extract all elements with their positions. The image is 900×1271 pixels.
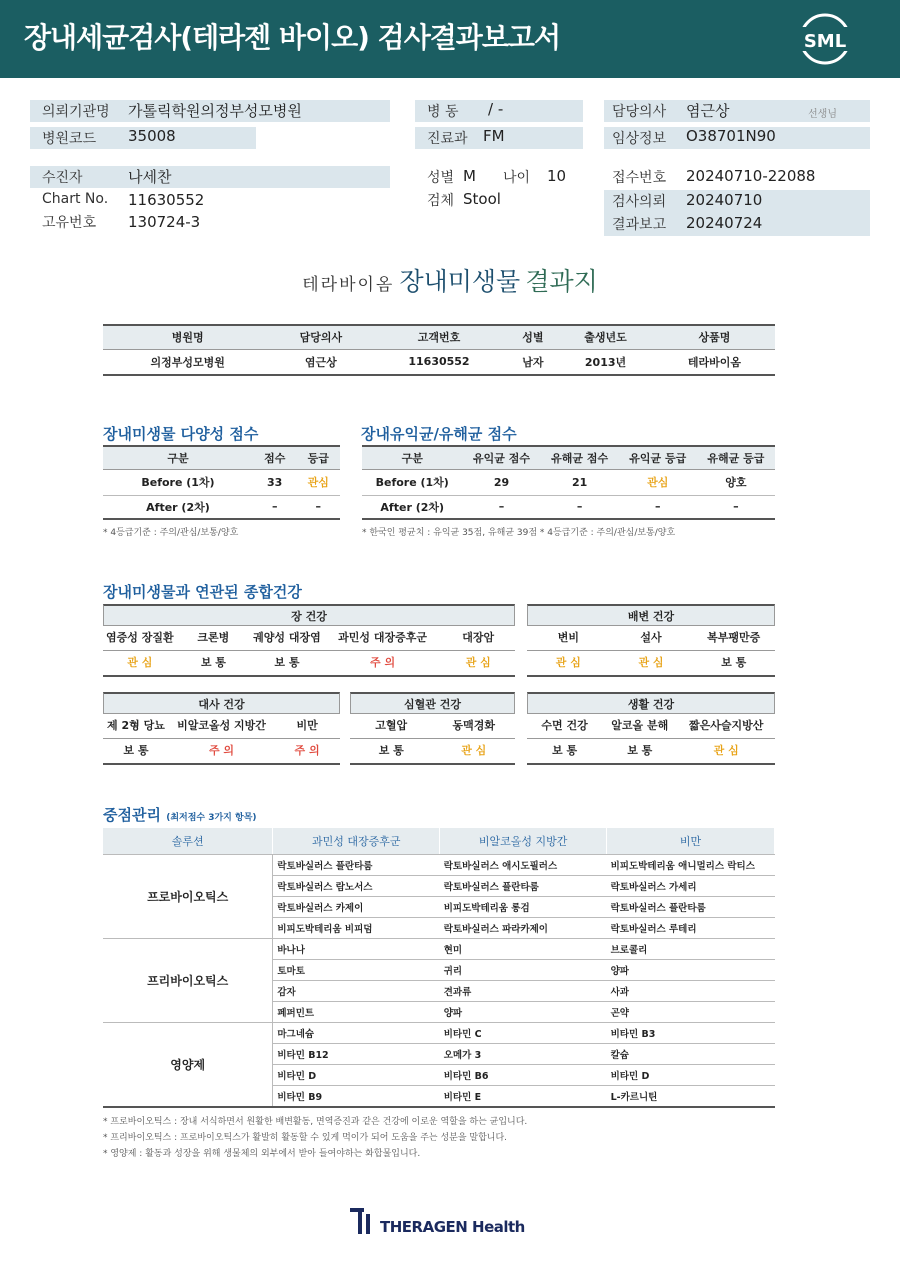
health-item: 과민성 대장증후군 xyxy=(338,631,428,644)
patient-summary-table xyxy=(103,324,775,376)
health-item: 비알코올성 지방간 xyxy=(177,719,266,732)
table-cell: 비타민 C xyxy=(440,1023,607,1044)
table-cell: – xyxy=(271,500,278,514)
life-health-group xyxy=(527,692,775,765)
dept-value: FM xyxy=(483,127,505,145)
health-title: 장내미생물과 연관된 종합건강 xyxy=(103,583,302,601)
table-cell: 락토바실러스 파라카제이 xyxy=(440,918,607,939)
table-cell: 락토바실러스 플란타룸 xyxy=(273,855,440,876)
health-item: 동맥경화 xyxy=(452,719,495,732)
health-value: 보 통 xyxy=(721,656,747,669)
health-value: 관 심 xyxy=(713,744,739,757)
table-cell: 남자 xyxy=(522,355,544,369)
focus-title-text: 중점관리 xyxy=(103,806,161,824)
health-value: 관 심 xyxy=(127,656,153,669)
health-item: 비만 xyxy=(296,719,318,732)
health-value: 관 심 xyxy=(465,656,491,669)
sex-value: M xyxy=(463,167,476,185)
health-item: 설사 xyxy=(640,631,662,644)
col-header: 구분 xyxy=(103,446,253,469)
col-header: 솔루션 xyxy=(103,828,273,855)
health-item: 크론병 xyxy=(197,631,230,644)
table-cell: 테라바이옴 xyxy=(687,355,742,369)
table-cell: 관심 xyxy=(647,476,669,489)
table-cell: 사과 xyxy=(607,981,775,1002)
table-cell: 락토바실러스 루테리 xyxy=(607,918,775,939)
table-cell: 의정부성모병원 xyxy=(150,355,225,369)
result-title-main2: 결과지 xyxy=(525,267,598,296)
age-value: 10 xyxy=(547,167,567,185)
clinical-label: 임상정보 xyxy=(612,131,667,147)
health-item: 변비 xyxy=(557,631,579,644)
table-cell: After (2차) xyxy=(380,500,445,514)
table-cell: 비타민 B6 xyxy=(440,1065,607,1086)
solution-category: 프리바이오틱스 xyxy=(103,939,273,1023)
bowel-health-title: 배변 건강 xyxy=(527,604,775,626)
sml-logo-text: SML xyxy=(803,31,847,52)
health-value: 관 심 xyxy=(638,656,664,669)
ward-label: 병 동 xyxy=(427,104,459,120)
institution-value: 가톨릭학원의정부성모병원 xyxy=(128,102,302,120)
table-cell: 귀리 xyxy=(440,960,607,981)
report-label: 결과보고 xyxy=(612,217,667,233)
table-cell: 페퍼민트 xyxy=(273,1002,440,1023)
table-cell: 33 xyxy=(267,475,283,489)
col-header: 병원명 xyxy=(103,325,272,349)
solution-category: 영양제 xyxy=(103,1023,273,1107)
age-label: 나이 xyxy=(503,170,531,186)
gut-health-title: 장 건강 xyxy=(103,604,515,626)
bowel-health-group xyxy=(527,604,775,677)
health-value: 주 의 xyxy=(294,744,320,757)
table-cell: – xyxy=(733,500,739,514)
table-cell: 양호 xyxy=(725,476,747,489)
table-cell: 락토바실러스 플란타룸 xyxy=(440,876,607,897)
col-header: 상품명 xyxy=(654,325,775,349)
table-cell: 오메가 3 xyxy=(440,1044,607,1065)
table-cell: 락토바실러스 카제이 xyxy=(273,897,440,918)
unique-label: 고유번호 xyxy=(42,215,97,231)
patient-value: 나세찬 xyxy=(128,168,172,186)
table-cell: – xyxy=(655,500,661,514)
health-value: 주 의 xyxy=(370,656,396,669)
request-label: 검사의뢰 xyxy=(612,194,667,210)
col-header: 과민성 대장증후군 xyxy=(273,828,440,855)
specimen-label: 검체 xyxy=(427,193,455,209)
request-value: 20240710 xyxy=(686,191,763,209)
col-header: 유익균 등급 xyxy=(619,446,697,469)
clinical-value: O38701N90 xyxy=(686,127,776,145)
focus-title xyxy=(103,804,257,825)
focus-note: * 프리바이오틱스 : 프로바이오틱스가 활발히 활동할 수 있게 먹이가 되어 도움을 주는 성분을 말합니다. xyxy=(103,1133,508,1143)
health-value: 보 통 xyxy=(274,656,300,669)
table-cell: 비타민 B3 xyxy=(607,1023,775,1044)
dept-label: 진료과 xyxy=(427,131,468,147)
table-cell: 마그네슘 xyxy=(273,1023,440,1044)
report-header xyxy=(0,0,900,78)
sex-label: 성별 xyxy=(427,170,455,186)
receipt-value: 20240710-22088 xyxy=(686,167,816,185)
cardio-health-title: 심혈관 건강 xyxy=(350,692,515,714)
table-cell: 락토바실러스 플란타룸 xyxy=(607,897,775,918)
table-cell: 비피도박테리움 비피덤 xyxy=(273,918,440,939)
life-health-title: 생활 건강 xyxy=(527,692,775,714)
table-cell: Before (1차) xyxy=(375,476,449,489)
table-cell: 감자 xyxy=(273,981,440,1002)
table-cell: 비타민 B9 xyxy=(273,1086,440,1107)
report-title: 장내세균검사(테라젠 바이오) 검사결과보고서 xyxy=(24,21,561,54)
ward-value: / - xyxy=(488,100,504,118)
hospital-code-value: 35008 xyxy=(128,127,176,145)
table-cell: 락토바실러스 애시도필러스 xyxy=(440,855,607,876)
table-cell: L-카르니틴 xyxy=(607,1086,775,1107)
health-item: 제 2형 당뇨 xyxy=(107,719,165,732)
diversity-note: * 4등급기준 : 주의/관심/보통/양호 xyxy=(103,528,239,538)
table-cell: 비피도박테리움 애니멀리스 락티스 xyxy=(607,855,775,876)
col-header: 유익균 점수 xyxy=(462,446,540,469)
health-value: 보 통 xyxy=(627,744,653,757)
chart-label: Chart No. xyxy=(42,191,109,207)
result-title xyxy=(0,262,900,298)
unique-value: 130724-3 xyxy=(128,213,201,231)
table-cell: 토마토 xyxy=(273,960,440,981)
col-header: 점수 xyxy=(253,446,297,469)
receipt-label: 접수번호 xyxy=(612,170,667,186)
table-cell: 비타민 D xyxy=(607,1065,775,1086)
focus-title-note: (최저점수 3가지 항목) xyxy=(166,813,257,823)
table-cell: 락토바실러스 가세리 xyxy=(607,876,775,897)
col-header: 성별 xyxy=(509,325,557,349)
col-header: 비알코올성 지방간 xyxy=(440,828,607,855)
diversity-table xyxy=(103,445,340,520)
health-value: 주 의 xyxy=(208,744,235,757)
specimen-value: Stool xyxy=(463,190,501,208)
hospital-code-label: 병원코드 xyxy=(42,131,97,147)
table-cell: – xyxy=(315,500,321,514)
table-cell: 비피도박테리움 롱검 xyxy=(440,897,607,918)
theragen-brand-text: THERAGEN Health xyxy=(380,1218,525,1236)
table-cell: 현미 xyxy=(440,939,607,960)
health-item: 복부팽만증 xyxy=(707,631,761,644)
result-title-sub: 테라바이옴 xyxy=(302,275,395,295)
health-item: 고혈압 xyxy=(375,719,408,732)
table-cell: 11630552 xyxy=(408,355,470,369)
table-cell: 29 xyxy=(493,475,510,489)
table-cell: 칼슘 xyxy=(607,1044,775,1065)
table-cell: After (2차) xyxy=(146,500,210,514)
table-cell: – xyxy=(498,500,505,514)
health-value: 보 통 xyxy=(378,744,404,757)
col-header: 유해균 등급 xyxy=(697,446,775,469)
table-cell: 비타민 B12 xyxy=(273,1044,440,1065)
col-header: 담당의사 xyxy=(272,325,369,349)
doctor-label: 담당의사 xyxy=(612,104,667,120)
report-value: 20240724 xyxy=(686,214,763,232)
col-header: 출생년도 xyxy=(557,325,654,349)
doctor-value: 염근상 xyxy=(686,102,730,120)
health-item: 대장암 xyxy=(462,631,495,644)
focus-table xyxy=(103,828,775,1108)
focus-note: * 영양제 : 활동과 성장을 위해 생물체의 외부에서 받아 들여야하는 화합물입니다. xyxy=(103,1149,421,1159)
diversity-title: 장내미생물 다양성 점수 xyxy=(103,425,259,443)
table-cell: 21 xyxy=(571,475,588,489)
beneficial-table xyxy=(362,445,775,520)
table-cell: 브로콜리 xyxy=(607,939,775,960)
health-value: 보 통 xyxy=(200,656,226,669)
health-item: 궤양성 대장염 xyxy=(253,631,321,644)
gut-health-group xyxy=(103,604,515,677)
health-item: 수면 건강 xyxy=(541,719,588,732)
doctor-suffix: 선생님 xyxy=(808,109,837,120)
health-value: 관 심 xyxy=(461,744,487,757)
col-header: 등급 xyxy=(296,446,340,469)
health-item: 알코올 분해 xyxy=(611,719,669,732)
metabolic-health-title: 대사 건강 xyxy=(103,692,340,714)
focus-note: * 프로바이오틱스 : 장내 서식하면서 원활한 배변활동, 면역증진과 같은 건강에 이로운 역할을 하는 균입니다. xyxy=(103,1117,528,1127)
col-header: 구분 xyxy=(362,446,462,469)
institution-label: 의뢰기관명 xyxy=(42,104,110,120)
table-cell: 비타민 D xyxy=(273,1065,440,1086)
health-value: 보 통 xyxy=(123,744,149,757)
health-value: 보 통 xyxy=(552,744,578,757)
health-item: 짧은사슬지방산 xyxy=(688,719,764,732)
patient-label: 수진자 xyxy=(42,170,83,186)
metabolic-health-group xyxy=(103,692,340,765)
patient-bg xyxy=(30,166,390,188)
health-value: 관 심 xyxy=(555,656,581,669)
result-title-main1: 장내미생물 xyxy=(399,267,521,296)
col-header: 유해균 점수 xyxy=(541,446,619,469)
table-cell: 락토바실러스 람노서스 xyxy=(273,876,440,897)
theragen-mark-icon xyxy=(350,1206,378,1238)
table-cell: 2013년 xyxy=(584,355,627,369)
beneficial-title: 장내유익균/유해균 점수 xyxy=(361,425,517,443)
solution-category: 프로바이오틱스 xyxy=(103,855,273,939)
health-item: 염증성 장질환 xyxy=(105,631,174,644)
cardio-health-group xyxy=(350,692,515,765)
col-header: 고객번호 xyxy=(369,325,508,349)
sml-logo xyxy=(798,12,852,66)
table-cell: Before (1차) xyxy=(141,476,215,489)
table-cell: 관심 xyxy=(307,476,329,489)
table-cell: 양파 xyxy=(440,1002,607,1023)
table-cell: 견과류 xyxy=(440,981,607,1002)
table-cell: – xyxy=(576,500,583,514)
table-cell: 바나나 xyxy=(273,939,440,960)
table-cell: 비타민 E xyxy=(440,1086,607,1107)
table-cell: 양파 xyxy=(607,960,775,981)
chart-value: 11630552 xyxy=(128,191,205,209)
table-cell: 곤약 xyxy=(607,1002,775,1023)
col-header: 비만 xyxy=(607,828,775,855)
table-cell: 염근상 xyxy=(304,355,337,369)
beneficial-note: * 한국인 평균치 : 유익균 35점, 유해균 39점 * 4등급기준 : 주의/관심/보통/양호 xyxy=(362,528,676,538)
